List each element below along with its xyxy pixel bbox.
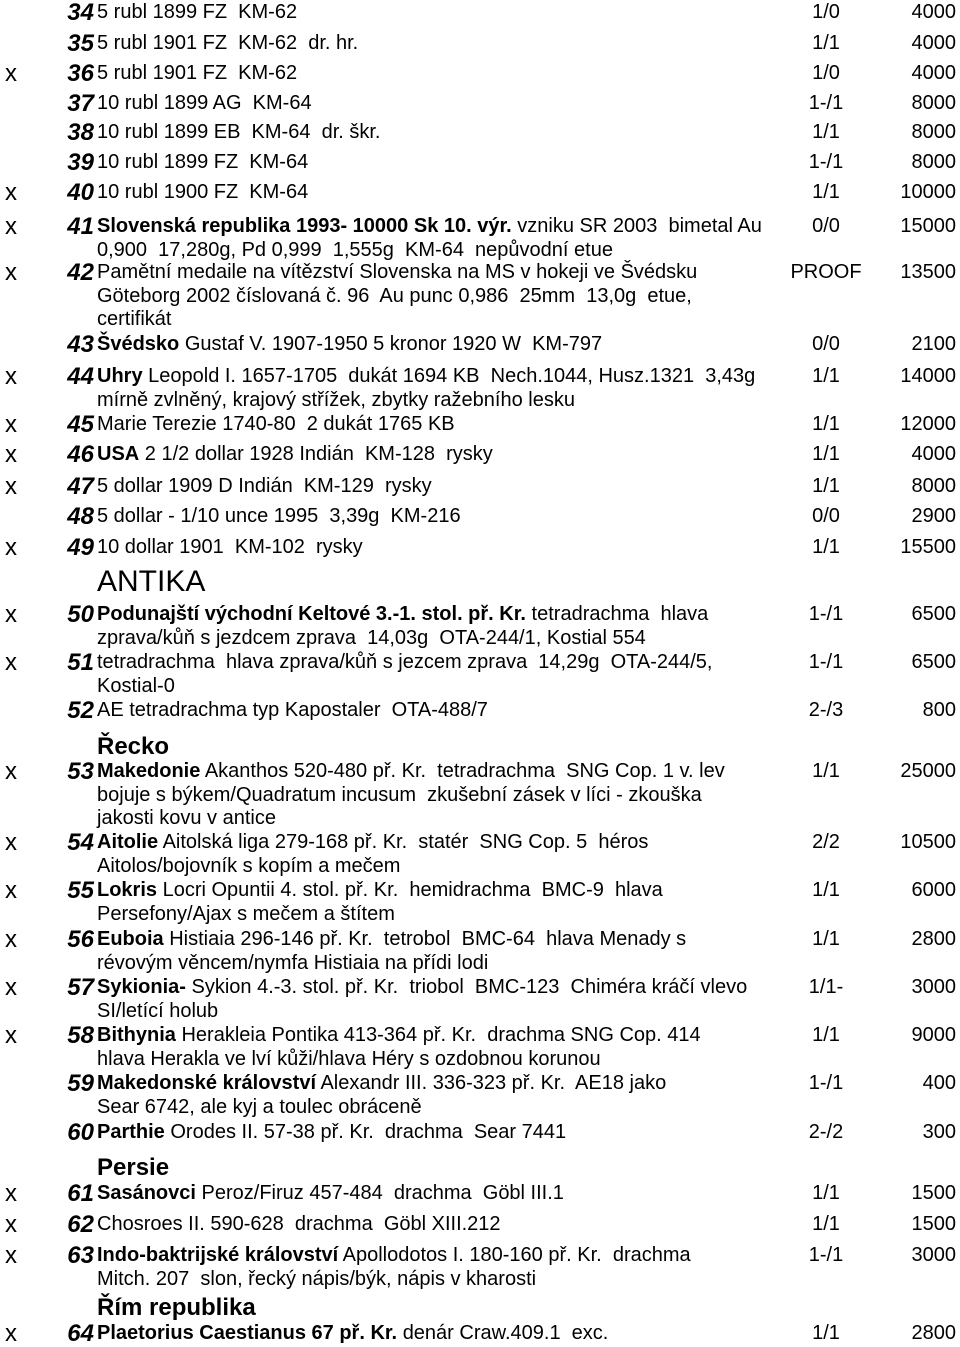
lot-price: 25000 bbox=[900, 760, 956, 782]
lot-number: 43 bbox=[67, 331, 94, 358]
lot-price: 400 bbox=[922, 1072, 956, 1094]
lot-number: 57 bbox=[67, 974, 94, 1001]
selection-mark: x bbox=[5, 411, 17, 438]
selection-mark: x bbox=[5, 926, 17, 953]
lot-price: 3000 bbox=[911, 976, 956, 998]
description-line bbox=[97, 1121, 566, 1145]
lot-grade: 1/1 bbox=[812, 32, 840, 54]
description-line bbox=[97, 1072, 666, 1096]
lot-grade: 1/1 bbox=[812, 928, 840, 950]
description-text: Kostial-0 bbox=[97, 674, 175, 697]
lot-description bbox=[97, 62, 297, 86]
description-line bbox=[97, 976, 747, 1000]
description-line bbox=[97, 365, 755, 389]
lot-number: 64 bbox=[67, 1320, 94, 1347]
description-line bbox=[97, 879, 663, 903]
lot-grade: 0/0 bbox=[812, 215, 840, 237]
description-text: 10 rubl 1899 EB KM-64 dr. škr. bbox=[97, 121, 381, 143]
lot-price: 4000 bbox=[911, 1, 956, 23]
description-text: Apollodotos I. 180-160 př. Kr. drachma bbox=[342, 1244, 691, 1266]
description-text: 10 rubl 1899 AG KM-64 bbox=[97, 92, 312, 114]
lot-price: 10500 bbox=[900, 831, 956, 853]
lot-price: 800 bbox=[922, 699, 956, 721]
description-text: vzniku SR 2003 bimetal Au bbox=[517, 215, 762, 237]
description-line bbox=[97, 62, 297, 86]
description-text: 5 dollar - 1/10 unce 1995 3,39g KM-216 bbox=[97, 505, 461, 527]
lot-description bbox=[97, 443, 493, 467]
description-line bbox=[97, 651, 713, 675]
description-line bbox=[97, 807, 725, 831]
lot-price: 1500 bbox=[911, 1213, 956, 1235]
lot-price: 8000 bbox=[911, 475, 956, 497]
lot-number: 38 bbox=[67, 119, 94, 146]
description-text: SI/letící holub bbox=[97, 999, 219, 1022]
selection-mark: x bbox=[5, 974, 17, 1001]
lot-grade: 1/1 bbox=[812, 879, 840, 901]
lot-description bbox=[97, 1322, 608, 1346]
selection-mark: x bbox=[5, 877, 17, 904]
description-line bbox=[97, 285, 697, 309]
description-text: Gustaf V. 1907-1950 5 kronor 1920 W KM-797 bbox=[184, 333, 603, 355]
lot-price: 8000 bbox=[911, 121, 956, 143]
lot-grade: PROOF bbox=[790, 261, 862, 283]
lot-grade: 1/1 bbox=[812, 1182, 840, 1204]
description-text: Akanthos 520-480 př. Kr. tetradrachma SNG Cop. 1 v. lev bbox=[204, 760, 725, 782]
selection-mark: x bbox=[5, 259, 17, 286]
lot-price: 1500 bbox=[911, 1182, 956, 1204]
lot-label: Makedonie bbox=[97, 760, 201, 782]
lot-price: 6000 bbox=[911, 879, 956, 901]
lot-price: 4000 bbox=[911, 62, 956, 84]
description-line bbox=[97, 675, 713, 699]
description-line bbox=[97, 92, 312, 116]
lot-grade: 1/1 bbox=[812, 121, 840, 143]
description-line bbox=[97, 121, 380, 145]
lot-description bbox=[97, 1121, 566, 1145]
lot-description bbox=[97, 879, 663, 926]
lot-price: 4000 bbox=[911, 32, 956, 54]
lot-number: 49 bbox=[67, 534, 94, 561]
lot-grade: 1/1 bbox=[812, 1024, 840, 1046]
lot-grade: 2-/2 bbox=[808, 1121, 844, 1143]
description-line bbox=[97, 699, 488, 723]
section-heading: ANTIKA bbox=[97, 565, 206, 598]
lot-number: 55 bbox=[67, 877, 94, 904]
description-text: tetradrachma hlava bbox=[531, 603, 709, 625]
description-text: Sear 6742, ale kyj a toulec obráceně bbox=[97, 1095, 422, 1118]
lot-description bbox=[97, 333, 602, 357]
description-line bbox=[97, 151, 308, 175]
lot-label: USA bbox=[97, 443, 140, 465]
lot-number: 61 bbox=[67, 1180, 94, 1207]
lot-grade: 1/1- bbox=[808, 976, 844, 998]
lot-price: 4000 bbox=[911, 443, 956, 465]
lot-label: Podunajští východní Keltové 3.-1. stol. př. Kr. bbox=[97, 603, 526, 625]
lot-label: Sasánovci bbox=[97, 1182, 196, 1204]
lot-grade: 1/1 bbox=[812, 475, 840, 497]
lot-number: 34 bbox=[67, 0, 94, 26]
description-text: Alexandr III. 336-323 př. Kr. AE18 jako bbox=[320, 1072, 667, 1094]
lot-grade: 1/1 bbox=[812, 181, 840, 203]
description-line bbox=[97, 239, 762, 263]
description-line bbox=[97, 181, 308, 205]
lot-price: 3000 bbox=[911, 1244, 956, 1266]
description-text: jakosti kovu v antice bbox=[97, 807, 276, 829]
description-line bbox=[97, 928, 686, 952]
lot-label: Švédsko bbox=[97, 333, 180, 355]
lot-description bbox=[97, 261, 697, 332]
description-line bbox=[97, 855, 648, 879]
lot-number: 60 bbox=[67, 1119, 94, 1146]
lot-price: 10000 bbox=[900, 181, 956, 203]
lot-grade: 1-/1 bbox=[808, 92, 844, 114]
selection-mark: x bbox=[5, 601, 17, 628]
lot-price: 6500 bbox=[911, 603, 956, 625]
description-line bbox=[97, 627, 708, 651]
lot-price: 15000 bbox=[900, 215, 956, 237]
description-line bbox=[97, 308, 697, 332]
lot-description bbox=[97, 603, 708, 650]
selection-mark: x bbox=[5, 473, 17, 500]
description-text: AE tetradrachma typ Kapostaler OTA-488/7 bbox=[97, 699, 488, 721]
description-text: 2 1/2 dollar 1928 Indián KM-128 rysky bbox=[144, 443, 493, 465]
description-line bbox=[97, 603, 708, 627]
lot-number: 46 bbox=[67, 441, 94, 468]
lot-grade: 1-/1 bbox=[808, 1072, 844, 1094]
lot-description bbox=[97, 413, 455, 437]
description-text: Herakleia Pontika 413-364 př. Kr. drachma SNG Cop. 414 bbox=[181, 1024, 701, 1046]
description-text: tetradrachma hlava zprava/kůň s jezcem zprava 14,29g OTA-244/5, bbox=[97, 651, 713, 673]
lot-grade: 1-/1 bbox=[808, 151, 844, 173]
lot-description bbox=[97, 505, 461, 529]
lot-number: 40 bbox=[67, 179, 94, 206]
description-text: zprava/kůň s jezdcem zprava 14,03g OTA-244/1, Kostial 554 bbox=[97, 626, 646, 649]
lot-price: 9000 bbox=[911, 1024, 956, 1046]
description-text: Histiaia 296-146 př. Kr. tetrobol BMC-64 hlava Menady s bbox=[169, 928, 687, 950]
lot-price: 15500 bbox=[900, 536, 956, 558]
section-heading: Řím republika bbox=[97, 1294, 256, 1321]
description-text: 5 rubl 1901 FZ KM-62 dr. hr. bbox=[97, 32, 359, 54]
lot-grade: 1/1 bbox=[812, 413, 840, 435]
lot-label: Slovenská republika 1993- 10000 Sk 10. výr. bbox=[97, 215, 512, 237]
description-line bbox=[97, 784, 725, 808]
description-text: Peroz/Firuz 457-484 drachma Göbl III.1 bbox=[201, 1182, 564, 1204]
lot-description bbox=[97, 1182, 564, 1206]
lot-price: 2800 bbox=[911, 928, 956, 950]
lot-label: Makedonské království bbox=[97, 1072, 316, 1094]
lot-description bbox=[97, 121, 380, 145]
lot-description bbox=[97, 365, 755, 412]
lot-price: 2900 bbox=[911, 505, 956, 527]
description-line bbox=[97, 903, 663, 927]
lot-grade: 1/1 bbox=[812, 365, 840, 387]
description-line bbox=[97, 536, 363, 560]
description-line bbox=[97, 1322, 608, 1346]
description-line bbox=[97, 1024, 701, 1048]
lot-label: Indo-baktrijské království bbox=[97, 1244, 339, 1266]
description-line bbox=[97, 1182, 564, 1206]
lot-grade: 1/0 bbox=[812, 62, 840, 84]
description-line bbox=[97, 952, 686, 976]
lot-description bbox=[97, 475, 432, 499]
description-text: Sykion 4.-3. stol. př. Kr. triobol BMC-123 Chiméra kráčí vlevo bbox=[191, 976, 748, 998]
selection-mark: x bbox=[5, 1180, 17, 1207]
lot-description bbox=[97, 92, 312, 116]
description-line bbox=[97, 1268, 691, 1292]
lot-description bbox=[97, 1072, 666, 1119]
description-line bbox=[97, 1, 297, 25]
lot-price: 6500 bbox=[911, 651, 956, 673]
lot-number: 54 bbox=[67, 829, 94, 856]
description-text: Orodes II. 57-38 př. Kr. drachma Sear 7441 bbox=[170, 1121, 567, 1143]
lot-price: 12000 bbox=[900, 413, 956, 435]
description-text: 0,900 17,280g, Pd 0,999 1,555g KM-64 nepůvodní etue bbox=[97, 238, 613, 261]
description-text: 5 rubl 1901 FZ KM-62 bbox=[97, 62, 298, 84]
lot-number: 52 bbox=[67, 697, 94, 724]
selection-mark: x bbox=[5, 1242, 17, 1269]
lot-label: Parthie bbox=[97, 1121, 165, 1143]
lot-number: 62 bbox=[67, 1211, 94, 1238]
lot-description bbox=[97, 1244, 691, 1291]
lot-price: 8000 bbox=[911, 151, 956, 173]
lot-description bbox=[97, 181, 308, 205]
lot-grade: 1-/1 bbox=[808, 1244, 844, 1266]
lot-grade: 1/1 bbox=[812, 443, 840, 465]
lot-number: 58 bbox=[67, 1022, 94, 1049]
selection-mark: x bbox=[5, 534, 17, 561]
lot-number: 45 bbox=[67, 411, 94, 438]
selection-mark: x bbox=[5, 758, 17, 785]
lot-number: 59 bbox=[67, 1070, 94, 1097]
lot-price: 13500 bbox=[900, 261, 956, 283]
description-line bbox=[97, 215, 762, 239]
lot-number: 41 bbox=[67, 213, 94, 240]
description-text: révovým věncem/nymfa Histiaia na přídi lodi bbox=[97, 951, 489, 974]
lot-grade: 1-/1 bbox=[808, 603, 844, 625]
lot-label: Lokris bbox=[97, 879, 158, 901]
lot-label: Plaetorius Caestianus 67 př. Kr. bbox=[97, 1322, 398, 1344]
lot-number: 50 bbox=[67, 601, 94, 628]
description-line bbox=[97, 333, 602, 357]
lot-number: 42 bbox=[67, 259, 94, 286]
lot-number: 51 bbox=[67, 649, 94, 676]
lot-grade: 2/2 bbox=[812, 831, 840, 853]
description-line bbox=[97, 1000, 747, 1024]
description-text: Leopold I. 1657-1705 dukát 1694 KB Nech.1044, Husz.1321 3,43g bbox=[148, 365, 756, 387]
description-text: Marie Terezie 1740-80 2 dukát 1765 KB bbox=[97, 413, 455, 435]
description-line bbox=[97, 1213, 501, 1237]
description-line bbox=[97, 1244, 691, 1268]
section-heading: Řecko bbox=[97, 733, 170, 760]
lot-description bbox=[97, 151, 308, 175]
lot-grade: 1/0 bbox=[812, 1, 840, 23]
lot-price: 2100 bbox=[911, 333, 956, 355]
lot-grade: 1/1 bbox=[812, 760, 840, 782]
description-text: Aitolská liga 279-168 př. Kr. statér SNG Cop. 5 héros bbox=[162, 831, 649, 853]
selection-mark: x bbox=[5, 441, 17, 468]
lot-number: 36 bbox=[67, 60, 94, 87]
lot-price: 300 bbox=[922, 1121, 956, 1143]
lot-description bbox=[97, 215, 762, 262]
lot-number: 47 bbox=[67, 473, 94, 500]
lot-description bbox=[97, 976, 747, 1023]
lot-description bbox=[97, 928, 686, 975]
description-text: Pamětní medaile na vítězství Slovenska na MS v hokeji ve Švédsku bbox=[97, 261, 698, 283]
description-text: mírně zvlněný, krajový střížek, zbytky ražebního lesku bbox=[97, 388, 575, 411]
lot-description bbox=[97, 760, 725, 831]
description-line bbox=[97, 389, 755, 413]
lot-label: Sykionia- bbox=[97, 976, 186, 998]
selection-mark: x bbox=[5, 363, 17, 390]
description-text: Göteborg 2002 číslovaná č. 96 Au punc 0,986 25mm 13,0g etue, bbox=[97, 284, 692, 307]
lot-number: 48 bbox=[67, 503, 94, 530]
description-line bbox=[97, 831, 648, 855]
lot-description bbox=[97, 651, 713, 698]
lot-description bbox=[97, 699, 488, 723]
lot-description bbox=[97, 1024, 701, 1071]
lot-grade: 1/1 bbox=[812, 536, 840, 558]
selection-mark: x bbox=[5, 213, 17, 240]
description-line bbox=[97, 261, 697, 285]
description-text: hlava Herakla ve lví kůži/hlava Héry s ozdobnou korunou bbox=[97, 1047, 601, 1070]
selection-mark: x bbox=[5, 179, 17, 206]
selection-mark: x bbox=[5, 829, 17, 856]
lot-grade: 1/1 bbox=[812, 1322, 840, 1344]
selection-mark: x bbox=[5, 1211, 17, 1238]
lot-number: 37 bbox=[67, 90, 94, 117]
description-text: Aitolos/bojovník s kopím a mečem bbox=[97, 854, 401, 877]
description-text: 10 rubl 1900 FZ KM-64 bbox=[97, 181, 309, 203]
lot-description bbox=[97, 536, 363, 560]
lot-description bbox=[97, 32, 358, 56]
lot-grade: 1/1 bbox=[812, 1213, 840, 1235]
lot-label: Bithynia bbox=[97, 1024, 176, 1046]
lot-label: Euboia bbox=[97, 928, 164, 950]
description-line bbox=[97, 505, 461, 529]
selection-mark: x bbox=[5, 1320, 17, 1347]
description-text: Mitch. 207 slon, řecký nápis/býk, nápis v kharosti bbox=[97, 1267, 537, 1290]
lot-price: 2800 bbox=[911, 1322, 956, 1344]
lot-grade: 1-/1 bbox=[808, 651, 844, 673]
description-line bbox=[97, 443, 493, 467]
description-line bbox=[97, 760, 725, 784]
lot-number: 44 bbox=[67, 363, 94, 390]
lot-number: 56 bbox=[67, 926, 94, 953]
description-text: denár Craw.409.1 exc. bbox=[402, 1322, 609, 1344]
lot-number: 35 bbox=[67, 30, 94, 57]
lot-description bbox=[97, 1, 297, 25]
description-text: bojuje s býkem/Quadratum incusum zkušební zásek v líci - zkouška bbox=[97, 783, 702, 806]
lot-label: Uhry bbox=[97, 365, 143, 387]
lot-price: 8000 bbox=[911, 92, 956, 114]
lot-grade: 0/0 bbox=[812, 333, 840, 355]
lot-description bbox=[97, 1213, 501, 1237]
description-text: Locri Opuntii 4. stol. př. Kr. hemidrachma BMC-9 hlava bbox=[162, 879, 663, 901]
description-line bbox=[97, 32, 358, 56]
lot-number: 53 bbox=[67, 758, 94, 785]
lot-grade: 2-/3 bbox=[808, 699, 844, 721]
description-line bbox=[97, 413, 455, 437]
description-text: Chosroes II. 590-628 drachma Göbl XIII.212 bbox=[97, 1213, 501, 1235]
lot-grade: 0/0 bbox=[812, 505, 840, 527]
lot-price: 14000 bbox=[900, 365, 956, 387]
section-heading: Persie bbox=[97, 1154, 170, 1181]
description-text: 10 rubl 1899 FZ KM-64 bbox=[97, 151, 309, 173]
lot-number: 39 bbox=[67, 149, 94, 176]
selection-mark: x bbox=[5, 1022, 17, 1049]
description-text: 5 dollar 1909 D Indián KM-129 rysky bbox=[97, 475, 432, 497]
description-text: 5 rubl 1899 FZ KM-62 bbox=[97, 1, 298, 23]
description-line bbox=[97, 1096, 666, 1120]
selection-mark: x bbox=[5, 649, 17, 676]
selection-mark: x bbox=[5, 60, 17, 87]
description-line bbox=[97, 1048, 701, 1072]
description-text: certifikát bbox=[97, 308, 172, 330]
description-line bbox=[97, 475, 432, 499]
description-text: 10 dollar 1901 KM-102 rysky bbox=[97, 536, 363, 558]
lot-description bbox=[97, 831, 648, 878]
lot-number: 63 bbox=[67, 1242, 94, 1269]
lot-label: Aitolie bbox=[97, 831, 159, 853]
description-text: Persefony/Ajax s mečem a štítem bbox=[97, 902, 395, 925]
